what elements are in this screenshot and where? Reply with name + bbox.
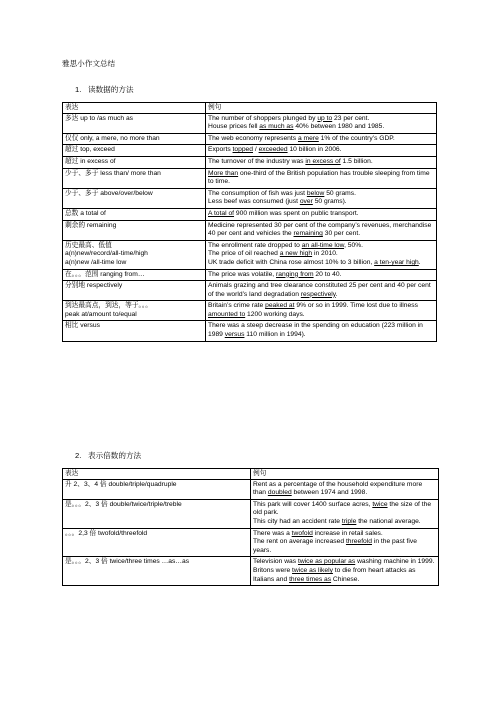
key-phrase: twice (372, 500, 388, 508)
sentence-text: 23 per cent. (332, 114, 370, 122)
sentence-text: 1.5 billion. (340, 157, 373, 165)
sentence-text: Less beef was consumed (just (208, 198, 300, 206)
table-header-row (63, 103, 437, 114)
expression-line: peak at/amount to/equal (65, 310, 137, 318)
expression-cell: 分别地 respectively (63, 281, 206, 301)
expression-cell: 升 2、3、4 倍 double/triple/quadruple (63, 479, 251, 499)
expression-cell: 剩余的 remaining (63, 220, 206, 240)
key-phrase: an all-time low (301, 241, 345, 249)
sentence-text: 9% or so in 1999. Time lost due to illness (294, 302, 418, 310)
data-reading-table (62, 102, 437, 342)
example-cell (251, 528, 439, 557)
key-phrase: a mere (297, 134, 319, 142)
expression-cell: 超过 in excess of (63, 156, 206, 168)
table-row (63, 281, 437, 301)
expression-cell: 多达 up to /as much as (63, 113, 206, 133)
expression-cell: 少于、多于 above/over/below (63, 188, 206, 208)
sentence-text: 50 grams. (324, 189, 356, 197)
example-sentence (208, 158, 434, 167)
sentence-text: washing machine in 1999. (355, 558, 435, 566)
example-sentence (208, 146, 434, 155)
sentence-text: This city had an accident rate (253, 517, 342, 525)
sentence-text: The number of shoppers plunged by (208, 114, 318, 122)
sentence-text: The price of oil reached (208, 250, 280, 258)
section-2-heading (75, 450, 141, 461)
document-title: 雅思小作文总结 (62, 59, 116, 68)
example-sentence (253, 538, 436, 555)
expression-line: a(n)new /all-time low (65, 258, 127, 266)
sentence-text: Britain’s crime rate (208, 302, 266, 310)
section-1-title: 读数据的方法 (88, 85, 134, 94)
multiples-table (62, 468, 439, 586)
example-sentence (208, 115, 434, 124)
sentence-text: between 1974 and 1998. (291, 489, 368, 497)
example-cell (206, 208, 437, 220)
sentence-text: 1% of the country’s GDP. (318, 134, 395, 142)
key-phrase: triple (341, 517, 357, 525)
example-sentence (208, 250, 434, 259)
table-row (63, 145, 437, 157)
key-phrase: over (299, 198, 313, 206)
sentence-text: / (253, 146, 259, 154)
sentence-text: The rent on average increased (253, 538, 346, 546)
sentence-text: one-third of the British population has trouble sleeping from time to time. (208, 169, 430, 186)
example-cell (206, 168, 437, 188)
example-sentence (253, 558, 436, 567)
example-sentence (208, 123, 434, 132)
sentence-text: Television was (253, 558, 298, 566)
example-sentence (208, 190, 434, 199)
expression-line: 到达最高点，到达，等于。。。 (65, 302, 152, 310)
key-phrase: a ten-year high (374, 258, 419, 266)
expression-cell (63, 301, 206, 321)
key-phrase: doubled (267, 489, 292, 497)
sentence-text: in the past five years. (253, 538, 417, 554)
example-sentence (208, 322, 434, 339)
sentence-text: There was a (253, 529, 292, 537)
sentence-text: The turnover of the industry was (208, 157, 306, 165)
example-cell (206, 113, 437, 133)
expression-line: a(n)new/record/all-time/high (65, 250, 148, 258)
example-sentence (208, 170, 434, 187)
expression-cell: 是。。。2、3 倍 twice/three times …as…as (63, 557, 251, 586)
expression-cell: 相比 versus (63, 321, 206, 341)
sentence-text: The price was volatile, (208, 270, 277, 278)
sentence-text: 50 grams). (312, 198, 347, 206)
sentence-text: 1200 working days. (245, 310, 305, 318)
sentence-text: The enrollment rate dropped to (208, 241, 302, 249)
sentence-text: increase in retail sales. (312, 529, 383, 537)
sentence-text: , 50%. (344, 241, 364, 249)
expression-cell: 。。。2,3 倍 twofold/threefold (63, 528, 251, 557)
key-phrase: twice as popular as (297, 558, 356, 566)
key-phrase: as much as (259, 123, 294, 131)
sentence-text: 30 per cent. (322, 230, 361, 238)
table-row (63, 557, 439, 586)
sentence-text: 900 million was spent on public transport. (234, 209, 359, 217)
example-cell (206, 321, 437, 341)
sentence-text: The consumption of fish was just (208, 189, 307, 197)
key-phrase: threefold (345, 538, 372, 546)
sentence-text: Exports (208, 146, 233, 154)
example-cell (206, 145, 437, 157)
key-phrase: three times as (289, 575, 332, 583)
table-row (63, 188, 437, 208)
header-example: 例句 (251, 469, 439, 480)
header-expression: 表达 (63, 469, 251, 480)
example-sentence (253, 530, 436, 539)
key-phrase: respectively (300, 290, 336, 298)
sentence-text: to die from heart attacks as Italians and (253, 566, 416, 583)
example-cell (251, 479, 439, 499)
table-row (63, 240, 437, 269)
table-row (63, 321, 437, 341)
sentence-text: House prices fell (208, 123, 260, 131)
table-row (63, 479, 439, 499)
key-phrase: peaked at (265, 302, 295, 310)
example-sentence (208, 135, 434, 144)
sentence-text: Animals grazing and tree clearance constituted 25 per cent and 40 per cent of the world’s land degradation (208, 282, 431, 298)
sentence-text: 10 billion in 2006. (287, 146, 342, 154)
key-phrase: exceeded (258, 146, 288, 154)
expression-line: 历史最高、低值 (65, 241, 112, 249)
example-sentence (208, 242, 434, 251)
sentence-text: 20 to 40. (313, 270, 342, 278)
section-1-number: 1. (75, 85, 82, 94)
key-phrase: below (306, 189, 325, 197)
example-sentence (208, 210, 434, 219)
key-phrase: More than (208, 169, 239, 177)
sentence-text: Rent as a percentage of the household expenditure more than (253, 480, 423, 497)
example-sentence (253, 518, 436, 527)
table-row (63, 269, 437, 281)
sentence-text: There was a steep decrease in the spending on education (223 million in 1989 (208, 322, 423, 339)
sentence-text: This park will cover 1400 surface acres, (253, 500, 373, 508)
sentence-text: . (418, 258, 421, 266)
sentence-text: the national average. (356, 517, 421, 525)
example-sentence (208, 282, 434, 299)
table-header-row (63, 469, 439, 480)
table-row (63, 499, 439, 528)
table-row (63, 208, 437, 220)
table-row (63, 133, 437, 145)
key-phrase: ranging from (276, 270, 314, 278)
sentence-text: the size of the old park. (253, 500, 432, 517)
example-cell (206, 240, 437, 269)
expression-cell: 少于、多于 less than/ more than (63, 168, 206, 188)
table-row (63, 168, 437, 188)
example-cell (206, 188, 437, 208)
table-row (63, 113, 437, 133)
expression-cell: 仅仅 only, a mere, no more than (63, 133, 206, 145)
section-2-number: 2. (75, 451, 82, 460)
header-example: 例句 (206, 103, 437, 114)
example-cell (206, 220, 437, 240)
example-cell (206, 281, 437, 301)
key-phrase: in excess of (305, 157, 341, 165)
sentence-text: UK trade deficit with China rose almost 10% to 3 billion, (208, 258, 375, 266)
sentence-text: The web economy represents (208, 134, 298, 142)
example-sentence (208, 259, 434, 268)
example-cell (206, 133, 437, 145)
example-sentence (208, 302, 434, 319)
example-cell (206, 269, 437, 281)
key-phrase: topped (232, 146, 253, 154)
section-1-heading (75, 84, 134, 95)
example-sentence (253, 567, 436, 584)
example-cell (206, 156, 437, 168)
key-phrase: twofold (291, 529, 313, 537)
example-sentence (253, 501, 436, 518)
example-sentence (253, 481, 436, 498)
table-row (63, 301, 437, 321)
sentence-text: 40% between 1980 and 1985. (293, 123, 385, 131)
expression-cell: 总数 a total of (63, 208, 206, 220)
sentence-text: Chinese. (331, 575, 360, 583)
expression-cell: 超过 top, exceed (63, 145, 206, 157)
example-sentence (208, 271, 434, 280)
sentence-text: Medicine represented 30 per cent of the company’s revenues, merchandise 40 per cent and vehicles the (208, 221, 432, 238)
sentence-text: Britons were (253, 566, 293, 574)
example-sentence (208, 222, 434, 239)
expression-cell: 在。。。范围 ranging from… (63, 269, 206, 281)
example-cell (251, 557, 439, 586)
table-row (63, 156, 437, 168)
example-cell (251, 499, 439, 528)
example-cell (206, 301, 437, 321)
section-2-title: 表示倍数的方法 (88, 451, 142, 460)
sentence-text: . (335, 290, 338, 298)
key-phrase: up to (317, 114, 333, 122)
table-row (63, 528, 439, 557)
sentence-text: 110 million in 1994). (244, 331, 306, 339)
key-phrase: A total of (208, 209, 235, 217)
key-phrase: twice as likely (292, 566, 333, 574)
header-expression: 表达 (63, 103, 206, 114)
key-phrase: versus (224, 331, 245, 339)
key-phrase: amounted to (208, 310, 246, 318)
example-sentence (208, 198, 434, 207)
expression-cell (63, 240, 206, 269)
table-row (63, 220, 437, 240)
key-phrase: a new high (279, 250, 313, 258)
expression-cell: 是。。。2、3 倍 double/twice/triple/treble (63, 499, 251, 528)
key-phrase: remaining (293, 230, 323, 238)
sentence-text: in 2010. (312, 250, 338, 258)
